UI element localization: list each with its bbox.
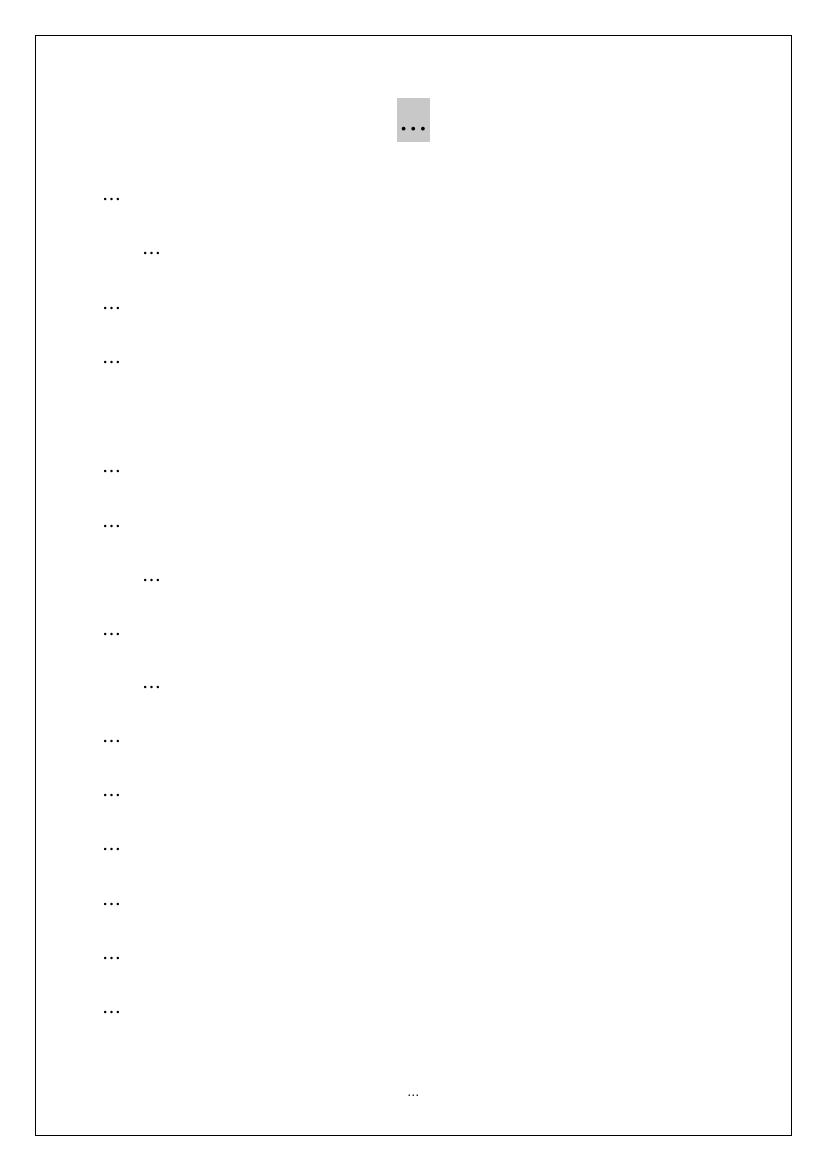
intro-line-2: … [102, 292, 122, 314]
paragraph1-line-1: … [142, 564, 162, 586]
paragraph2-line-3: … [102, 779, 122, 801]
paragraph1-line-2: … [102, 618, 122, 640]
document-subtitle: … [102, 183, 122, 205]
title-container [0, 98, 827, 142]
paragraph2-line-1: … [142, 671, 162, 693]
salutation: … [102, 510, 122, 532]
paragraph2-line-6: … [102, 942, 122, 964]
intro-line-3: … [102, 346, 122, 368]
paragraph2-line-4: … [102, 833, 122, 855]
paragraph2-line-7: … [102, 996, 122, 1018]
intro-line-1: … [142, 237, 162, 259]
section-heading: … [102, 455, 122, 477]
paragraph2-line-2: … [102, 725, 122, 747]
paragraph2-line-5: … [102, 888, 122, 910]
page-footer: … [407, 1085, 420, 1099]
document-title: … [397, 98, 431, 142]
